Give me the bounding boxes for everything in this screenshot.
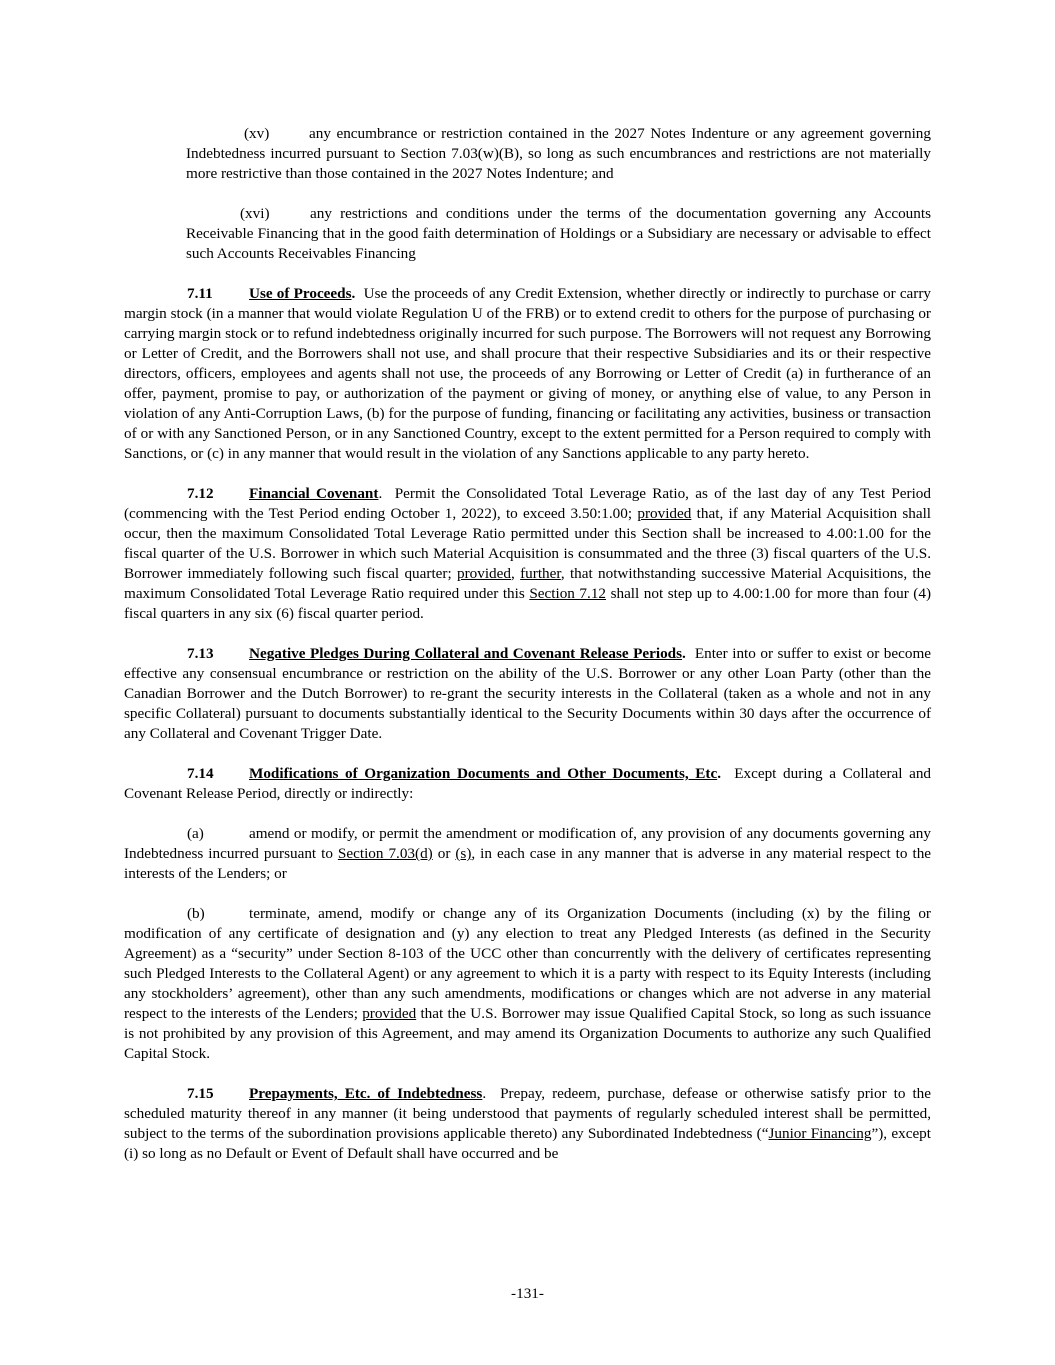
section-7-15 xyxy=(124,1084,931,1164)
section-heading: Modifications of Organization Documents and Other Documents, Etc xyxy=(249,765,718,782)
section-7-13 xyxy=(124,644,931,744)
further-term: further xyxy=(520,565,561,582)
provided-term: provided xyxy=(457,565,511,582)
section-text: ”), except (i) so long as no Default or Event of Default shall have occurred and be xyxy=(124,1125,931,1162)
section-number: 7.11 xyxy=(187,285,213,302)
section-text: Prepay, redeem, purchase, defease or otherwise satisfy prior to the scheduled maturity thereof in any manner (it being understood that payments of regularly scheduled interest shall be permitted, subject to the terms of the subordination provisions applicable thereto) any Subordinated Indebtedness (“ xyxy=(124,1085,932,1142)
section-text: shall not step up to 4.00:1.00 for more than four (4) fiscal quarters in any six (6) fiscal quarter period. xyxy=(124,585,932,622)
section-heading: Prepayments, Etc. of Indebtedness xyxy=(249,1085,483,1102)
clause-a xyxy=(124,824,931,884)
section-heading: Financial Covenant xyxy=(249,485,379,502)
section-7-12: 7.12 Financial Covenant. Permit the Consolidated Total Leverage Ratio, as of the last day of any Test Period (commencing with the Test Period ending October 1, 2022), to exceed 3.50:1.00; provided that, if any Material Acquisition shall occur, then the maximum Consolidated Total Leverage Ratio permitted under this Section shall be increased to 4.00:1.00 for the fiscal quarter of the U.S. Borrower in which such Material Acquisition is consummated and the three (3) fiscal quarters of the U.S. Borrower immediately following such fiscal quarter; provided, further, that notwithstanding successive Material Acquisitions, the maximum Consolidated Total Leverage Ratio required under this Section 7.12 shall not step up to 4.00:1.00 for more than four (4) fiscal quarters in any six (6) fiscal quarter period. xyxy=(124,485,932,622)
clause-text: any encumbrance or restriction contained in the 2027 Notes Indenture or any agreement governing Indebtedness incurred pursuant to Section 7.03(w)(B), so long as such encumbrances and restrictions are not materially more restrictive than those contained in the 2027 Notes Indenture; and xyxy=(186,125,931,182)
section-heading: Negative Pledges During Collateral and Covenant Release Periods xyxy=(249,645,683,662)
clause-label: (b) xyxy=(187,905,205,922)
section-number: 7.14 xyxy=(187,765,214,782)
provided-term: provided xyxy=(362,1005,417,1022)
section-reference: Section 7.03(d) xyxy=(337,845,433,862)
section-number: 7.12 xyxy=(187,485,214,502)
section-number: 7.15 xyxy=(187,1085,214,1102)
defined-term: Junior Financing xyxy=(768,1125,872,1142)
clause-text: any restrictions and conditions under the terms of the documentation governing any Accounts Receivable Financing that in the good faith determination of Holdings or a Subsidiary are necessary or advisable to effect such Accounts Receivables Financing xyxy=(186,205,931,262)
heading-period: . xyxy=(378,485,383,502)
heading-period: . xyxy=(482,1085,487,1102)
section-text: , that notwithstanding successive Material Acquisitions, the maximum Consolidated Total Leverage Ratio required under this xyxy=(124,565,931,602)
heading-period: . xyxy=(717,765,722,782)
clause-label: (xvi) xyxy=(240,205,270,222)
section-reference: (s) xyxy=(455,845,472,862)
clause-text: , in each case in any manner that is adverse in any material respect to the interests of the Lenders; or xyxy=(124,845,932,882)
clause-label: (a) xyxy=(187,825,204,842)
clause-text: terminate, amend, modify or change any of its Organization Documents (including (x) by the filing or modification of any certificate of designation and (y) any election to treat any Pledged Interests (as defined in the Security Agreement) as a “security” under Section 8-103 of the UCC other than concurrently with the delivery of certificates representing such Pledged Interests to the Collateral Agent) or any agreement to which it is a party with respect to its Equity Interests (including any stockholders’ agreement), other than any such amendments, modifications or changes which are not adverse in any material respect to the interests of the Lenders; xyxy=(124,905,931,1022)
clause-b xyxy=(124,904,931,1064)
section-7-14 xyxy=(124,764,931,804)
clause-text: or xyxy=(437,845,451,862)
section-heading: Use of Proceeds xyxy=(249,285,352,302)
section-text: that, if any Material Acquisition shall occur, then the maximum Consolidated Total Leverage Ratio permitted under this Section shall be increased to 4.00:1.00 for the fiscal quarter of the U.S. Borrower in which such Material Acquisition is consummated and the three (3) fiscal quarters of the U.S. Borrower immediately following such fiscal quarter; xyxy=(124,505,932,582)
heading-period: . xyxy=(682,645,686,662)
document-page xyxy=(124,124,931,1184)
section-number: 7.13 xyxy=(187,645,214,662)
clause-xv xyxy=(186,124,931,184)
clause-xvi xyxy=(186,204,931,264)
heading-period: . xyxy=(351,285,356,302)
section-reference: Section 7.12 xyxy=(529,585,607,602)
clause-text: that the U.S. Borrower may issue Qualified Capital Stock, so long as such issuance is not prohibited by any provision of this Agreement, and may amend its Organization Documents to authorize any such Qualified Capital Stock. xyxy=(124,1005,932,1062)
section-text: Permit the Consolidated Total Leverage Ratio, as of the last day of any Test Period (commencing with the Test Period ending October 1, 2022), to exceed 3.50:1.00; xyxy=(124,485,931,522)
clause-text: amend or modify, or permit the amendment or modification of, any provision of any documents governing any Indebtedness incurred pursuant to xyxy=(124,825,931,862)
section-text: Use the proceeds of any Credit Extension, whether directly or indirectly to purchase or carry margin stock (in a manner that would violate Regulation U of the FRB) or to extend credit to others for the purpose of purchasing or carrying margin stock or to refund indebtedness originally incurred for such purpose. The Borrowers will not request any Borrowing or Letter of Credit, and the Borrowers shall not use, and shall procure that their respective Subsidiaries and its or their respective directors, officers, employees and agents shall not use, the proceeds of any Borrowing or Letter of Credit (a) in furtherance of an offer, payment, promise to pay, or authorization of the payment or giving of money, or anything else of value, to any Person in violation of any Anti-Corruption Laws, (b) for the purpose of funding, financing or facilitating any activities, business or transaction of or with any Sanctioned Person, or in any Sanctioned Country, except to the extent permitted for a Person required to comply with Sanctions, or (c) in any manner that would result in the violation of any Sanctions applicable to any party hereto. xyxy=(124,285,932,462)
provided-term: provided xyxy=(637,505,692,522)
section-text: Enter into or suffer to exist or become effective any consensual encumbrance or restriction on the ability of the U.S. Borrower or any other Loan Party (other than the Canadian Borrower and the Dutch Borrower) to re-grant the security interests in the Collateral (taken as a whole and not in any specific Collateral) pursuant to documents substantially identical to the Security Documents within 30 days after the occurrence of any Collateral and Covenant Trigger Date. xyxy=(124,645,931,742)
section-text: Except during a Collateral and Covenant Release Period, directly or indirectly: xyxy=(124,765,932,802)
page-number: -131- xyxy=(511,1285,544,1302)
section-7-11 xyxy=(124,284,931,464)
clause-label: (xv) xyxy=(244,125,270,142)
